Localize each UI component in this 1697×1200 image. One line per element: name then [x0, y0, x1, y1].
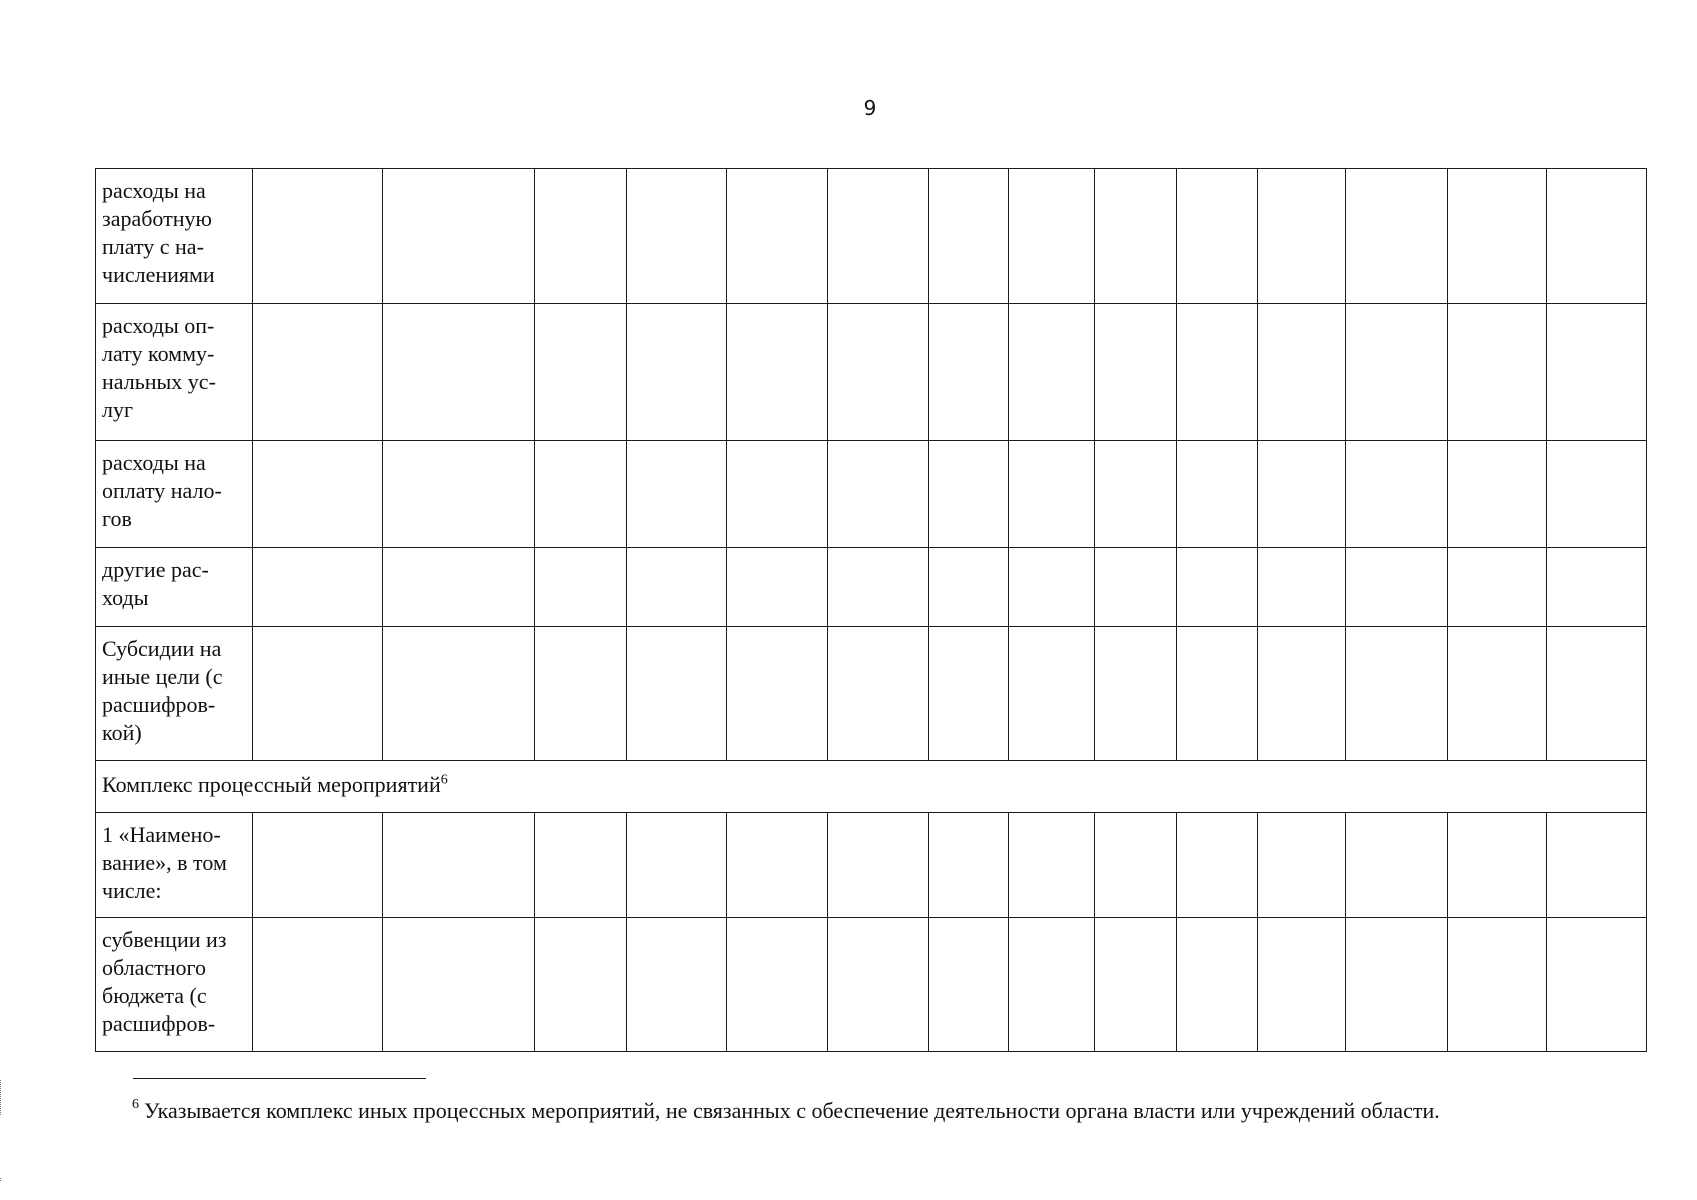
- footnote-number: 6: [132, 1097, 139, 1112]
- table-cell: [383, 813, 535, 918]
- table-cell: [627, 627, 727, 761]
- section-row: [96, 761, 1647, 813]
- row-label: расходы на заработную плату с на- числениями: [96, 169, 253, 304]
- table-cell: [727, 441, 828, 548]
- footnote-separator: [133, 1078, 426, 1079]
- footnote: [132, 1090, 1652, 1126]
- table-cell: [1258, 441, 1346, 548]
- table-cell: [1177, 169, 1258, 304]
- table-cell: [929, 169, 1009, 304]
- table-cell: [253, 169, 383, 304]
- table-cell: [535, 169, 627, 304]
- table-cell: [828, 441, 929, 548]
- table-cell: [1009, 304, 1095, 441]
- table-cell: [1258, 918, 1346, 1052]
- table-cell: [727, 169, 828, 304]
- table-cell: [1346, 441, 1448, 548]
- table-cell: [1177, 304, 1258, 441]
- table-cell: [929, 813, 1009, 918]
- table-cell: [1009, 918, 1095, 1052]
- table-cell: [1095, 548, 1177, 627]
- table-cell: [1547, 169, 1647, 304]
- table-cell: [253, 548, 383, 627]
- table-cell: [1346, 813, 1448, 918]
- table-cell: [828, 304, 929, 441]
- table-cell: [727, 304, 828, 441]
- table-cell: [1448, 918, 1547, 1052]
- table-cell: [1448, 627, 1547, 761]
- table-row: [96, 441, 1647, 548]
- table-cell: [828, 813, 929, 918]
- table-cell: [1346, 627, 1448, 761]
- table-cell: [1448, 813, 1547, 918]
- table-cell: [535, 548, 627, 627]
- budget-table: [95, 168, 1647, 1052]
- footnote-reference: 6: [440, 772, 448, 788]
- table-cell: [727, 548, 828, 627]
- table-cell: [1009, 813, 1095, 918]
- table-cell: [627, 304, 727, 441]
- table-cell: [727, 813, 828, 918]
- table-cell: [1448, 304, 1547, 441]
- table-cell: [1095, 627, 1177, 761]
- table-cell: [828, 169, 929, 304]
- table-cell: [383, 918, 535, 1052]
- table-cell: [1009, 548, 1095, 627]
- table-cell: [535, 441, 627, 548]
- table-cell: [828, 548, 929, 627]
- table-cell: [627, 441, 727, 548]
- table-cell: [535, 813, 627, 918]
- table-cell: [1547, 813, 1647, 918]
- table-cell: [1095, 813, 1177, 918]
- table-cell: [1177, 441, 1258, 548]
- row-label: другие рас- ходы: [96, 548, 253, 627]
- table-cell: [253, 304, 383, 441]
- table-cell: [1547, 441, 1647, 548]
- table-cell: [383, 548, 535, 627]
- table-cell: [929, 441, 1009, 548]
- table-cell: [727, 627, 828, 761]
- row-label: расходы на оплату нало- гов: [96, 441, 253, 548]
- table-row: [96, 304, 1647, 441]
- table-cell: [1177, 627, 1258, 761]
- table-cell: [383, 304, 535, 441]
- table-cell: [253, 441, 383, 548]
- table-cell: [1346, 304, 1448, 441]
- table-cell: [1448, 169, 1547, 304]
- table-cell: [929, 304, 1009, 441]
- table-cell: [1258, 548, 1346, 627]
- table-row: [96, 548, 1647, 627]
- table-cell: [535, 304, 627, 441]
- table-cell: [1177, 548, 1258, 627]
- table-cell: [253, 813, 383, 918]
- table-cell: [1547, 304, 1647, 441]
- table-cell: [253, 627, 383, 761]
- table-cell: [1258, 304, 1346, 441]
- table-cell: [1547, 918, 1647, 1052]
- table-row: [96, 918, 1647, 1052]
- table-cell: [1346, 918, 1448, 1052]
- table-cell: [1346, 169, 1448, 304]
- table-cell: [1095, 441, 1177, 548]
- section-title: Комплекс процессный мероприятий: [102, 772, 441, 797]
- table-cell: [727, 918, 828, 1052]
- table-cell: [1258, 813, 1346, 918]
- table-cell: [929, 627, 1009, 761]
- table-cell: [1095, 169, 1177, 304]
- table-cell: [1095, 304, 1177, 441]
- row-label: Субсидии на иные цели (с расшифров- кой): [96, 627, 253, 761]
- table-cell: [1346, 548, 1448, 627]
- page-number: 9: [863, 96, 877, 120]
- table-cell: [1095, 918, 1177, 1052]
- margin-mark: [0, 1080, 4, 1115]
- table-row: [96, 813, 1647, 918]
- table-cell: [1258, 169, 1346, 304]
- table-row: [96, 169, 1647, 304]
- table-cell: [1177, 918, 1258, 1052]
- table-cell: [1177, 813, 1258, 918]
- table-cell: [828, 627, 929, 761]
- table-cell: [1448, 548, 1547, 627]
- table-cell: [1258, 627, 1346, 761]
- table-cell: [1009, 441, 1095, 548]
- table-row: [96, 627, 1647, 761]
- table-cell: [828, 918, 929, 1052]
- row-label: субвенции из областного бюджета (с расшифров-: [96, 918, 253, 1052]
- table-cell: [1009, 627, 1095, 761]
- table-cell: [627, 548, 727, 627]
- table-cell: [535, 627, 627, 761]
- margin-mark: [0, 1178, 4, 1181]
- section-header: [96, 761, 1647, 813]
- row-label: расходы оп- лату комму- нальных ус- луг: [96, 304, 253, 441]
- table-cell: [383, 169, 535, 304]
- table-cell: [929, 918, 1009, 1052]
- footnote-text: Указывается комплекс иных процессных мероприятий, не связанных с обеспечение деятельности органа власти или учреждений области.: [144, 1098, 1440, 1123]
- table-cell: [627, 169, 727, 304]
- table-cell: [627, 813, 727, 918]
- table-cell: [383, 627, 535, 761]
- table-cell: [929, 548, 1009, 627]
- table-cell: [1448, 441, 1547, 548]
- table-cell: [1547, 627, 1647, 761]
- table-cell: [627, 918, 727, 1052]
- table-cell: [253, 918, 383, 1052]
- table-cell: [1547, 548, 1647, 627]
- row-label: 1 «Наимено- вание», в том числе:: [96, 813, 253, 918]
- table-cell: [383, 441, 535, 548]
- table-cell: [1009, 169, 1095, 304]
- table-cell: [535, 918, 627, 1052]
